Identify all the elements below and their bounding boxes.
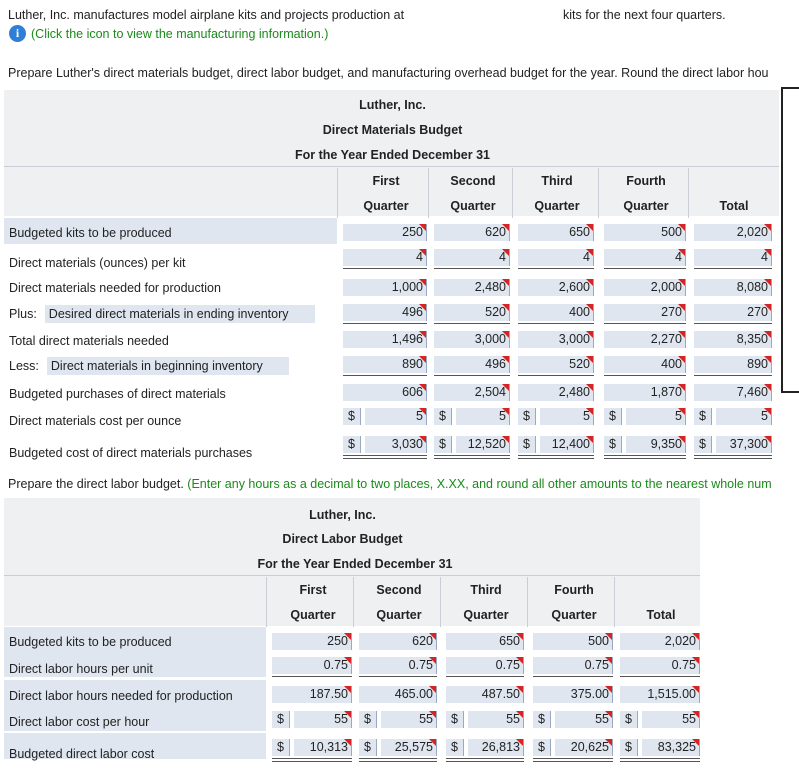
labor-value-text: 500 [588, 634, 609, 648]
materials-value-text: 496 [485, 357, 506, 371]
materials-value-input[interactable] [518, 279, 594, 296]
materials-header-1-line1: Second [450, 174, 496, 188]
materials-value-input[interactable] [456, 436, 510, 453]
materials-value-text: 5 [761, 409, 768, 423]
red-flag-icon [692, 711, 699, 718]
materials-value-input[interactable] [716, 408, 772, 425]
red-flag-icon [586, 249, 593, 256]
red-flag-icon [678, 356, 685, 363]
materials-value-input[interactable] [604, 249, 686, 266]
materials-header-3-line2: Quarter [623, 199, 669, 213]
red-flag-icon [586, 304, 593, 311]
labor-value-input[interactable] [620, 657, 700, 674]
materials-row-label [9, 359, 289, 373]
materials-value-text: 1,496 [391, 332, 423, 346]
materials-row-label-text: Budgeted cost of direct materials purchases [9, 446, 253, 460]
red-flag-icon [419, 356, 426, 363]
red-flag-icon [586, 331, 593, 338]
labor-row-label-text: Direct labor hours per unit [9, 662, 153, 676]
red-flag-icon [502, 408, 509, 415]
prepare-labor-note: (Enter any hours as a decimal to two places, X.XX, and round all other amounts to the nearest whole num [187, 477, 772, 491]
materials-value-input[interactable] [365, 408, 427, 425]
labor-value-text: 620 [412, 634, 433, 648]
materials-row-label-text: Direct materials in beginning inventory [47, 357, 289, 375]
red-flag-icon [516, 711, 523, 718]
materials-value-text: 3,030 [391, 437, 423, 451]
labor-row-label-text: Direct labor cost per hour [9, 715, 150, 729]
labor-header-2-line1: Third [470, 583, 502, 597]
labor-value-input[interactable] [294, 711, 352, 728]
materials-header-0-line1: First [372, 174, 400, 188]
materials-title: Direct Materials Budget [322, 123, 463, 137]
red-flag-icon [764, 384, 771, 391]
materials-value-input[interactable] [343, 356, 427, 373]
red-flag-icon [678, 408, 685, 415]
red-flag-icon [605, 686, 612, 693]
labor-value-input[interactable] [642, 711, 700, 728]
materials-value-input[interactable] [694, 356, 772, 373]
materials-value-text: 2,000 [650, 280, 682, 294]
materials-currency-symbol: $ [604, 408, 622, 425]
labor-value-text: 0.75 [408, 658, 433, 672]
info-icon[interactable]: i [9, 25, 26, 42]
materials-value-text: 5 [499, 409, 506, 423]
materials-value-input[interactable] [434, 279, 510, 296]
red-flag-icon [502, 356, 509, 363]
materials-value-text: 37,300 [729, 437, 768, 451]
red-flag-icon [764, 279, 771, 286]
materials-value-text: 12,520 [467, 437, 506, 451]
materials-currency-symbol: $ [604, 436, 622, 453]
labor-currency-symbol: $ [272, 711, 290, 728]
labor-value-text: 25,575 [394, 740, 433, 754]
red-flag-icon [502, 436, 509, 443]
materials-row-label-text: Budgeted kits to be produced [9, 226, 172, 240]
labor-title: Direct Labor Budget [282, 532, 403, 546]
materials-value-text: 2,480 [558, 385, 590, 399]
labor-value-text: 650 [499, 634, 520, 648]
red-flag-icon [678, 331, 685, 338]
labor-value-text: 487.50 [481, 687, 520, 701]
materials-value-input[interactable] [365, 436, 427, 453]
labor-currency-symbol: $ [446, 711, 464, 728]
labor-value-text: 55 [682, 712, 696, 726]
labor-header-1-line1: Second [376, 583, 422, 597]
materials-value-text: 270 [747, 305, 768, 319]
materials-period: For the Year Ended December 31 [295, 148, 490, 162]
materials-value-input[interactable] [604, 279, 686, 296]
red-flag-icon [764, 436, 771, 443]
materials-value-input[interactable] [343, 331, 427, 348]
red-flag-icon [516, 686, 523, 693]
red-flag-icon [605, 633, 612, 640]
labor-value-text: 250 [327, 634, 348, 648]
labor-value-input[interactable] [533, 657, 613, 674]
labor-currency-symbol: $ [359, 711, 377, 728]
materials-value-text: 5 [583, 409, 590, 423]
labor-row-label [9, 747, 154, 761]
labor-header-4-line2: Total [646, 608, 676, 622]
labor-value-text: 55 [595, 712, 609, 726]
materials-currency-symbol: $ [694, 436, 712, 453]
labor-header-2-line2: Quarter [463, 608, 509, 622]
labor-value-text: 0.75 [495, 658, 520, 672]
labor-currency-symbol: $ [533, 711, 551, 728]
materials-row-label-text: Desired direct materials in ending inventory [45, 305, 315, 323]
materials-value-input[interactable] [518, 356, 594, 373]
labor-value-text: 2,020 [664, 634, 696, 648]
red-flag-icon [678, 304, 685, 311]
labor-value-text: 375.00 [570, 687, 609, 701]
materials-value-text: 3,000 [474, 332, 506, 346]
materials-value-text: 4 [416, 250, 423, 264]
labor-value-text: 55 [419, 712, 433, 726]
red-flag-icon [764, 356, 771, 363]
labor-currency-symbol: $ [446, 739, 464, 756]
materials-value-input[interactable] [343, 224, 427, 241]
materials-value-text: 9,350 [650, 437, 682, 451]
materials-row-label [9, 334, 169, 348]
materials-value-text: 2,480 [474, 280, 506, 294]
intro-line: Luther, Inc. manufactures model airplane kits and projects production at [8, 8, 405, 22]
intro-line-right: kits for the next four quarters. [563, 8, 726, 22]
materials-row-prefix: Plus: [9, 307, 37, 321]
materials-value-text: 250 [402, 225, 423, 239]
materials-currency-symbol: $ [518, 408, 536, 425]
materials-value-input[interactable] [434, 384, 510, 401]
materials-value-input[interactable] [518, 249, 594, 266]
materials-value-text: 5 [675, 409, 682, 423]
materials-value-text: 400 [569, 305, 590, 319]
materials-value-text: 890 [747, 357, 768, 371]
materials-value-input[interactable] [434, 304, 510, 321]
prepare-labor-instruction [8, 477, 772, 491]
red-flag-icon [502, 304, 509, 311]
labor-value-input[interactable] [533, 686, 613, 703]
red-flag-icon [516, 739, 523, 746]
red-flag-icon [419, 436, 426, 443]
labor-value-input[interactable] [272, 657, 352, 674]
materials-value-text: 12,400 [551, 437, 590, 451]
materials-value-text: 520 [485, 305, 506, 319]
materials-value-input[interactable] [343, 249, 427, 266]
materials-value-text: 270 [661, 305, 682, 319]
red-flag-icon [429, 739, 436, 746]
red-flag-icon [419, 408, 426, 415]
materials-value-text: 4 [499, 250, 506, 264]
labor-currency-symbol: $ [620, 739, 638, 756]
prepare-labor-text: Prepare the direct labor budget. [8, 477, 184, 491]
labor-value-input[interactable] [533, 633, 613, 650]
labor-value-input[interactable] [272, 633, 352, 650]
materials-header-1-line2: Quarter [450, 199, 496, 213]
materials-currency-symbol: $ [343, 436, 361, 453]
red-flag-icon [344, 657, 351, 664]
labor-header-0-line1: First [299, 583, 327, 597]
labor-value-text: 10,313 [309, 740, 348, 754]
materials-value-input[interactable] [694, 331, 772, 348]
labor-value-input[interactable] [359, 633, 437, 650]
labor-value-text: 0.75 [323, 658, 348, 672]
materials-value-text: 4 [675, 250, 682, 264]
materials-value-input[interactable] [604, 331, 686, 348]
red-flag-icon [419, 249, 426, 256]
red-flag-icon [692, 686, 699, 693]
materials-value-input[interactable] [434, 224, 510, 241]
materials-value-text: 620 [485, 225, 506, 239]
materials-value-input[interactable] [434, 331, 510, 348]
red-flag-icon [344, 739, 351, 746]
materials-row-label [9, 281, 221, 295]
red-flag-icon [429, 633, 436, 640]
red-flag-icon [344, 711, 351, 718]
labor-value-text: 1,515.00 [647, 687, 696, 701]
prepare-instruction: Prepare Luther's direct materials budget, direct labor budget, and manufacturing overhead budget for the year. Round the direct labor hou [8, 66, 769, 80]
red-flag-icon [764, 408, 771, 415]
materials-header-3-line1: Fourth [626, 174, 666, 188]
labor-value-text: 83,325 [657, 740, 696, 754]
materials-value-input[interactable] [694, 249, 772, 266]
materials-value-input[interactable] [604, 356, 686, 373]
materials-value-input[interactable] [694, 279, 772, 296]
materials-value-text: 500 [661, 225, 682, 239]
materials-row-label-text: Budgeted purchases of direct materials [9, 387, 226, 401]
labor-value-input[interactable] [468, 739, 524, 756]
materials-value-input[interactable] [434, 249, 510, 266]
materials-value-text: 2,270 [650, 332, 682, 346]
materials-value-input[interactable] [343, 304, 427, 321]
materials-row-label [9, 307, 315, 321]
materials-value-input[interactable] [518, 331, 594, 348]
materials-row-label [9, 446, 252, 460]
materials-value-input[interactable] [694, 304, 772, 321]
labor-company: Luther, Inc. [309, 508, 376, 522]
materials-value-input[interactable] [343, 279, 427, 296]
materials-header-2-line2: Quarter [534, 199, 580, 213]
labor-currency-symbol: $ [272, 739, 290, 756]
materials-value-text: 606 [402, 385, 423, 399]
red-flag-icon [605, 711, 612, 718]
materials-row-prefix: Less: [9, 359, 39, 373]
red-flag-icon [502, 224, 509, 231]
labor-row-label [9, 662, 153, 676]
labor-value-input[interactable] [446, 686, 524, 703]
labor-currency-symbol: $ [359, 739, 377, 756]
materials-value-text: 4 [583, 250, 590, 264]
materials-header-0-line2: Quarter [363, 199, 409, 213]
materials-value-input[interactable] [343, 384, 427, 401]
red-flag-icon [605, 739, 612, 746]
labor-header-3-line2: Quarter [551, 608, 597, 622]
red-flag-icon [586, 436, 593, 443]
materials-value-text: 2,504 [474, 385, 506, 399]
labor-row-label-text: Direct labor hours needed for production [9, 689, 233, 703]
materials-row-label-text: Direct materials cost per ounce [9, 414, 182, 428]
red-flag-icon [502, 279, 509, 286]
red-flag-icon [678, 279, 685, 286]
materials-value-input[interactable] [604, 384, 686, 401]
red-flag-icon [429, 686, 436, 693]
materials-currency-symbol: $ [434, 408, 452, 425]
labor-value-text: 0.75 [671, 658, 696, 672]
materials-value-text: 4 [761, 250, 768, 264]
red-flag-icon [429, 657, 436, 664]
labor-currency-symbol: $ [533, 739, 551, 756]
labor-value-text: 0.75 [584, 658, 609, 672]
red-flag-icon [586, 408, 593, 415]
labor-header-0-line2: Quarter [290, 608, 336, 622]
materials-value-text: 1,870 [650, 385, 682, 399]
materials-value-input[interactable] [518, 224, 594, 241]
materials-currency-symbol: $ [518, 436, 536, 453]
red-flag-icon [605, 657, 612, 664]
labor-value-text: 465.00 [394, 687, 433, 701]
materials-value-text: 890 [402, 357, 423, 371]
red-flag-icon [764, 224, 771, 231]
materials-value-input[interactable] [626, 408, 686, 425]
labor-value-input[interactable] [620, 633, 700, 650]
red-flag-icon [692, 739, 699, 746]
labor-value-input[interactable] [272, 686, 352, 703]
materials-currency-symbol: $ [343, 408, 361, 425]
materials-value-text: 520 [569, 357, 590, 371]
materials-value-text: 8,080 [736, 280, 768, 294]
red-flag-icon [419, 384, 426, 391]
materials-value-input[interactable] [540, 408, 594, 425]
red-flag-icon [678, 436, 685, 443]
labor-value-input[interactable] [446, 657, 524, 674]
red-flag-icon [419, 279, 426, 286]
materials-value-input[interactable] [518, 384, 594, 401]
red-flag-icon [586, 384, 593, 391]
red-flag-icon [692, 657, 699, 664]
labor-row-label [9, 715, 149, 729]
labor-value-input[interactable] [555, 739, 613, 756]
materials-value-input[interactable] [604, 224, 686, 241]
labor-value-text: 55 [506, 712, 520, 726]
materials-value-text: 400 [661, 357, 682, 371]
materials-company: Luther, Inc. [359, 98, 426, 112]
red-flag-icon [516, 657, 523, 664]
red-flag-icon [502, 384, 509, 391]
materials-row-label [9, 256, 185, 270]
materials-currency-symbol: $ [694, 408, 712, 425]
materials-value-text: 496 [402, 305, 423, 319]
red-flag-icon [678, 384, 685, 391]
labor-value-input[interactable] [620, 686, 700, 703]
red-flag-icon [764, 249, 771, 256]
labor-row-label [9, 635, 172, 649]
labor-header-1-line2: Quarter [376, 608, 422, 622]
red-flag-icon [764, 331, 771, 338]
red-flag-icon [692, 633, 699, 640]
red-flag-icon [344, 633, 351, 640]
labor-row-label-text: Budgeted kits to be produced [9, 635, 172, 649]
labor-value-input[interactable] [468, 711, 524, 728]
materials-value-text: 1,000 [391, 280, 423, 294]
materials-value-text: 8,350 [736, 332, 768, 346]
materials-row-label-text: Direct materials (ounces) per kit [9, 256, 186, 270]
labor-header-3-line1: Fourth [554, 583, 594, 597]
materials-row-label [9, 387, 226, 401]
labor-value-input[interactable] [446, 633, 524, 650]
labor-value-input[interactable] [381, 739, 437, 756]
labor-value-text: 20,625 [570, 740, 609, 754]
labor-period: For the Year Ended December 31 [257, 557, 453, 571]
materials-value-input[interactable] [694, 384, 772, 401]
materials-row-label-text: Direct materials needed for production [9, 281, 221, 295]
materials-value-input[interactable] [626, 436, 686, 453]
materials-value-text: 2,020 [736, 225, 768, 239]
labor-row-label [9, 689, 233, 703]
labor-value-input[interactable] [555, 711, 613, 728]
info-link[interactable]: (Click the icon to view the manufacturing information.) [31, 27, 329, 41]
materials-value-input[interactable] [434, 356, 510, 373]
labor-value-text: 187.50 [309, 687, 348, 701]
red-flag-icon [502, 249, 509, 256]
red-flag-icon [419, 304, 426, 311]
materials-row-label-text: Total direct materials needed [9, 334, 169, 348]
labor-value-input[interactable] [642, 739, 700, 756]
materials-value-input[interactable] [540, 436, 594, 453]
materials-value-text: 2,600 [558, 280, 590, 294]
materials-value-text: 7,460 [736, 385, 768, 399]
labor-value-input[interactable] [294, 739, 352, 756]
materials-currency-symbol: $ [434, 436, 452, 453]
red-flag-icon [419, 331, 426, 338]
red-flag-icon [419, 224, 426, 231]
red-flag-icon [678, 249, 685, 256]
materials-value-text: 650 [569, 225, 590, 239]
right-panel-edge [781, 87, 799, 393]
labor-row-label-text: Budgeted direct labor cost [9, 747, 155, 761]
labor-value-input[interactable] [359, 686, 437, 703]
red-flag-icon [586, 279, 593, 286]
labor-value-text: 26,813 [481, 740, 520, 754]
materials-value-input[interactable] [694, 224, 772, 241]
red-flag-icon [586, 356, 593, 363]
labor-value-input[interactable] [359, 657, 437, 674]
labor-value-input[interactable] [381, 711, 437, 728]
materials-header-2-line1: Third [541, 174, 573, 188]
red-flag-icon [502, 331, 509, 338]
materials-value-input[interactable] [716, 436, 772, 453]
red-flag-icon [429, 711, 436, 718]
materials-row-label [9, 226, 172, 240]
red-flag-icon [516, 633, 523, 640]
labor-currency-symbol: $ [620, 711, 638, 728]
materials-value-text: 5 [416, 409, 423, 423]
red-flag-icon [344, 686, 351, 693]
materials-value-input[interactable] [456, 408, 510, 425]
materials-row-label [9, 414, 181, 428]
materials-value-text: 3,000 [558, 332, 590, 346]
materials-value-input[interactable] [518, 304, 594, 321]
red-flag-icon [678, 224, 685, 231]
red-flag-icon [586, 224, 593, 231]
materials-header-4-line2: Total [719, 199, 749, 213]
labor-value-text: 55 [334, 712, 348, 726]
materials-value-input[interactable] [604, 304, 686, 321]
red-flag-icon [764, 304, 771, 311]
